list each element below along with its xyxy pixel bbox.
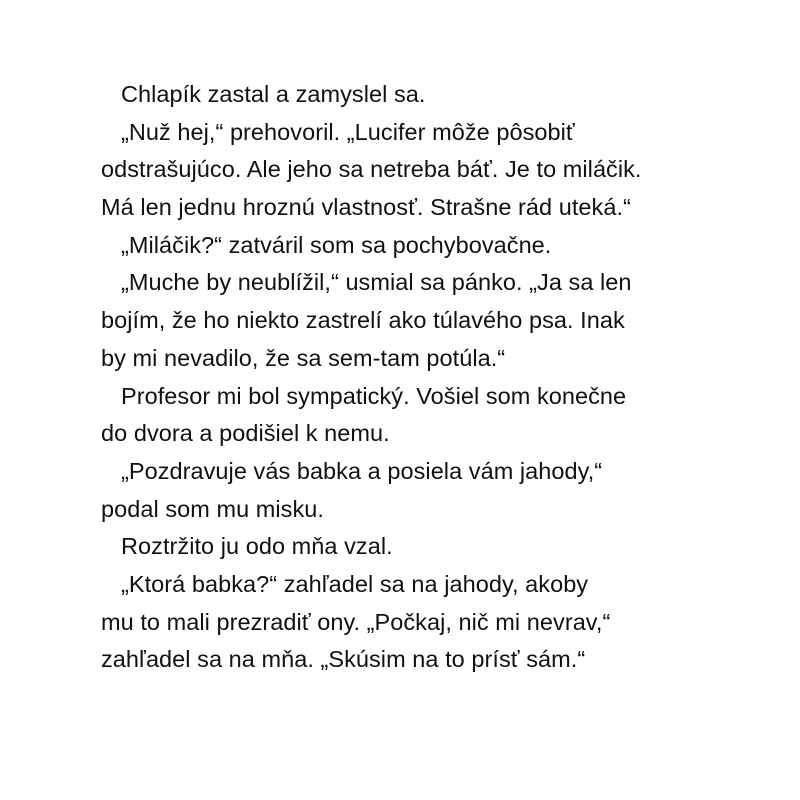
story-text [101, 76, 711, 679]
text-line: Má len jednu hroznú vlastnosť. Strašne rád uteká.“ [101, 194, 631, 221]
text-line: zahľadel sa na mňa. „Skúsim na to prísť sám.“ [101, 646, 586, 673]
text-line: „Muche by neublížil,“ usmial sa pánko. „Ja sa len [121, 269, 632, 296]
text-line: „Nuž hej,“ prehovoril. „Lucifer môže pôsobiť [121, 118, 575, 145]
text-line: „Ktorá babka?“ zahľadel sa na jahody, akoby [121, 570, 589, 597]
text-line: Chlapík zastal a zamyslel sa. [121, 81, 426, 107]
text-line: Roztržito ju odo mňa vzal. [121, 533, 393, 560]
text-line: „Miláčik?“ zatváril som sa pochybovačne. [121, 231, 552, 258]
text-line: do dvora a podišiel k nemu. [101, 420, 390, 447]
text-line: bojím, že ho niekto zastrelí ako túlavého psa. Inak [101, 307, 625, 334]
text-line: Profesor mi bol sympatický. Vošiel som konečne [121, 382, 627, 409]
text-line: by mi nevadilo, že sa sem-tam potúla.“ [101, 344, 506, 371]
text-line: „Pozdravuje vás babka a posiela vám jahody,“ [121, 457, 603, 484]
text-line: odstrašujúco. Ale jeho sa netreba báť. Je to miláčik. [101, 156, 642, 183]
text-line: podal som mu misku. [101, 495, 324, 522]
text-line: mu to mali prezradiť ony. „Počkaj, nič mi nevrav,“ [101, 608, 611, 635]
